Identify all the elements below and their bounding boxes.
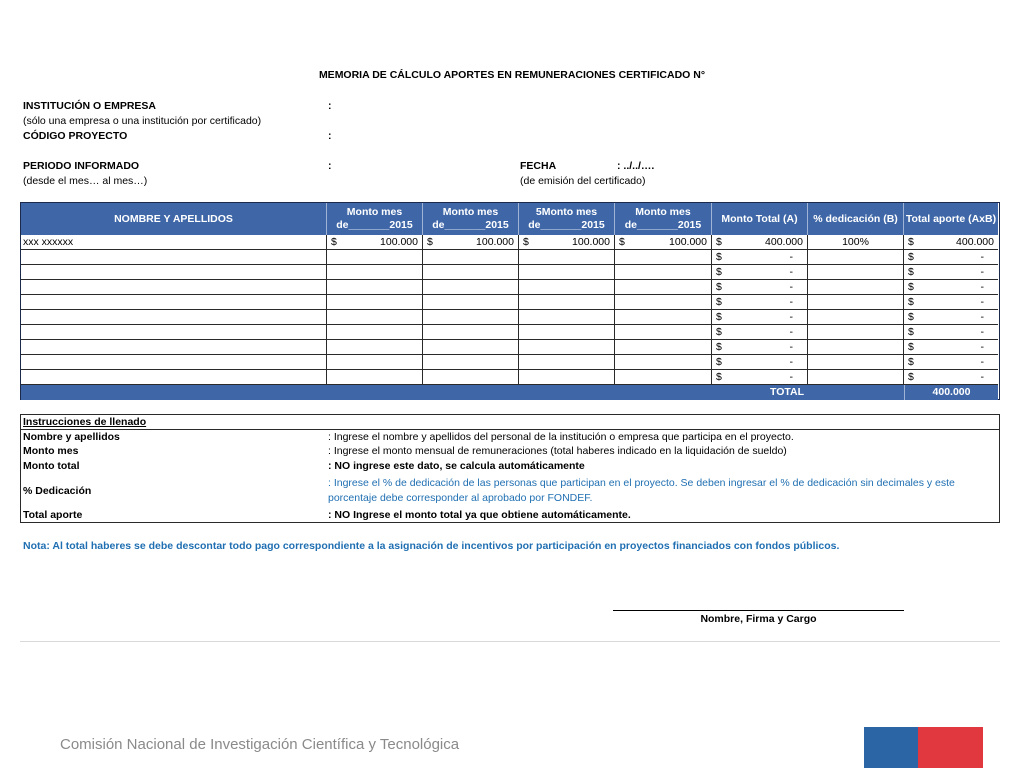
table-cell[interactable] — [519, 280, 615, 295]
fecha-note: (de emisión del certificado) — [520, 175, 646, 187]
table-cell[interactable] — [519, 295, 615, 310]
table-cell[interactable] — [327, 265, 423, 280]
table-cell: $ - — [908, 296, 984, 308]
table-cell[interactable] — [423, 310, 519, 325]
header-month-2: Monto mes de_______2015 — [423, 203, 519, 235]
instructions-box — [20, 414, 1000, 523]
codigo-colon: : — [328, 130, 332, 142]
table-cell[interactable] — [615, 370, 712, 385]
table-cell[interactable] — [519, 310, 615, 325]
table-cell[interactable] — [615, 310, 712, 325]
table-cell: $ - — [908, 356, 984, 368]
table-cell[interactable] — [615, 340, 712, 355]
table-row — [21, 250, 998, 265]
instructions-heading: Instrucciones de llenado — [23, 416, 147, 428]
remuneraciones-table — [20, 202, 1000, 400]
instruction-row: Nombre y apellidos : Ingrese el nombre y apellidos del personal de la institución o empresa que participa en el proyecto. — [23, 431, 794, 443]
cell-month-3[interactable]: $ 100.000 — [519, 235, 615, 250]
institucion-label: INSTITUCIÓN O EMPRESA — [23, 100, 157, 112]
table-cell: $ - — [908, 326, 984, 338]
cell-month-4[interactable]: $ 100.000 — [615, 235, 712, 250]
table-row — [21, 295, 998, 310]
table-cell: $ - — [712, 370, 808, 385]
table-cell[interactable] — [615, 280, 712, 295]
table-cell[interactable] — [808, 310, 904, 325]
table-row — [21, 310, 998, 325]
cell-name[interactable]: xxx xxxxxx — [21, 235, 327, 250]
header-month-1: Monto mes de_______2015 — [327, 203, 423, 235]
table-cell[interactable] — [423, 295, 519, 310]
header-month-3: 5Monto mes de_______2015 — [519, 203, 615, 235]
table-cell[interactable] — [423, 355, 519, 370]
signature-line — [613, 610, 904, 611]
table-cell[interactable] — [423, 250, 519, 265]
table-cell[interactable] — [327, 325, 423, 340]
table-cell[interactable] — [808, 325, 904, 340]
cell-total-aporte: $ 400.000 — [908, 236, 994, 248]
header-monto-total: Monto Total (A) — [712, 203, 808, 235]
table-cell[interactable] — [21, 370, 327, 385]
table-row — [21, 280, 998, 295]
table-cell: $ - — [712, 340, 808, 355]
table-row — [21, 235, 998, 250]
table-cell[interactable] — [423, 370, 519, 385]
page-divider — [20, 641, 1000, 642]
table-cell: $ - — [712, 310, 808, 325]
periodo-label: PERIODO INFORMADO — [23, 160, 140, 172]
cell-month-2[interactable]: $ 100.000 — [423, 235, 519, 250]
flag-blue-block — [864, 727, 918, 768]
fecha-value: : ../../…. — [617, 160, 655, 172]
nota-text: Nota: Al total haberes se debe descontar todo pago correspondiente a la asignación de incentivos por participación en proyectos financiados con fondos públicos. — [23, 540, 840, 552]
table-row — [21, 265, 998, 280]
cell-month-1[interactable]: $ 100.000 — [327, 235, 423, 250]
table-cell[interactable] — [423, 325, 519, 340]
table-cell[interactable] — [519, 355, 615, 370]
table-row — [21, 325, 998, 340]
table-cell: $ - — [908, 341, 984, 353]
table-cell[interactable] — [21, 250, 327, 265]
table-cell: $ - — [908, 266, 984, 278]
table-cell[interactable] — [21, 355, 327, 370]
flag-red-block — [918, 727, 983, 768]
footer-organization: Comisión Nacional de Investigación Científica y Tecnológica — [60, 736, 460, 753]
table-cell[interactable] — [519, 250, 615, 265]
cell-monto-total: $ 400.000 — [712, 235, 808, 250]
table-cell[interactable] — [615, 250, 712, 265]
table-cell: $ - — [712, 295, 808, 310]
table-cell[interactable] — [21, 325, 327, 340]
table-row — [21, 340, 998, 355]
table-cell[interactable] — [327, 280, 423, 295]
instruction-row: Monto total : NO ingrese este dato, se calcula automáticamente — [23, 460, 585, 472]
table-cell[interactable] — [808, 370, 904, 385]
table-cell[interactable] — [327, 370, 423, 385]
instruction-row: Total aporte : NO Ingrese el monto total ya que obtiene automáticamente. — [23, 509, 631, 521]
header-total-aporte: Total aporte (AxB) — [904, 203, 998, 235]
table-cell[interactable] — [327, 310, 423, 325]
table-cell[interactable] — [519, 265, 615, 280]
table-cell[interactable] — [327, 250, 423, 265]
table-cell[interactable] — [808, 340, 904, 355]
table-cell[interactable] — [615, 265, 712, 280]
header-month-4: Monto mes de_______2015 — [615, 203, 712, 235]
table-row — [21, 370, 998, 385]
table-row — [21, 355, 998, 370]
table-cell: $ - — [908, 281, 984, 293]
instruction-row: % Dedicación : Ingrese el % de dedicación de las personas que participan en el proyecto. Se deben ingresar el % de dedicación sin decimales y este porcentaje debe corresponder al aprobado por FONDEF. — [23, 477, 955, 504]
signature-label: Nombre, Firma y Cargo — [700, 613, 817, 625]
cell-dedicacion[interactable]: 100% — [808, 235, 904, 250]
table-cell[interactable] — [423, 340, 519, 355]
table-cell[interactable] — [327, 295, 423, 310]
table-cell[interactable] — [615, 355, 712, 370]
header-dedicacion: % dedicación (B) — [808, 203, 904, 235]
instruction-row: Monto mes : Ingrese el monto mensual de remuneraciones (total haberes indicado en la liquidación de sueldo) — [23, 445, 787, 457]
table-cell: $ - — [712, 355, 808, 370]
table-cell[interactable] — [519, 325, 615, 340]
codigo-label: CÓDIGO PROYECTO — [23, 130, 128, 142]
table-cell[interactable] — [808, 355, 904, 370]
periodo-note: (desde el mes… al mes…) — [23, 175, 148, 187]
header-name: NOMBRE Y APELLIDOS — [21, 203, 327, 235]
table-cell[interactable] — [808, 265, 904, 280]
instructions-heading-row — [21, 415, 999, 430]
table-cell: $ - — [712, 325, 808, 340]
table-cell[interactable] — [519, 370, 615, 385]
table-cell[interactable] — [21, 265, 327, 280]
institucion-colon: : — [328, 100, 332, 112]
table-cell: $ - — [712, 250, 808, 265]
fecha-label: FECHA — [520, 160, 557, 172]
table-cell: $ - — [908, 251, 984, 263]
table-cell[interactable] — [21, 310, 327, 325]
institucion-note: (sólo una empresa o una institución por certificado) — [23, 115, 262, 127]
total-row — [21, 385, 998, 400]
table-cell[interactable] — [21, 295, 327, 310]
table-cell[interactable] — [21, 280, 327, 295]
table-cell[interactable] — [808, 295, 904, 310]
table-cell[interactable] — [423, 265, 519, 280]
table-cell[interactable] — [327, 340, 423, 355]
table-cell[interactable] — [519, 340, 615, 355]
table-cell: $ - — [712, 280, 808, 295]
periodo-colon: : — [328, 160, 332, 172]
table-cell: $ - — [908, 311, 984, 323]
table-cell: $ - — [908, 371, 984, 383]
table-cell[interactable] — [615, 295, 712, 310]
table-cell[interactable] — [21, 340, 327, 355]
table-cell[interactable] — [327, 355, 423, 370]
total-label: TOTAL — [769, 386, 804, 398]
total-value: 400.000 — [904, 385, 998, 400]
document-title: MEMORIA DE CÁLCULO APORTES EN REMUNERACIONES CERTIFICADO N° — [318, 69, 706, 81]
table-cell[interactable] — [808, 250, 904, 265]
table-cell: $ - — [712, 265, 808, 280]
table-cell[interactable] — [423, 280, 519, 295]
table-cell[interactable] — [615, 325, 712, 340]
table-cell[interactable] — [808, 280, 904, 295]
